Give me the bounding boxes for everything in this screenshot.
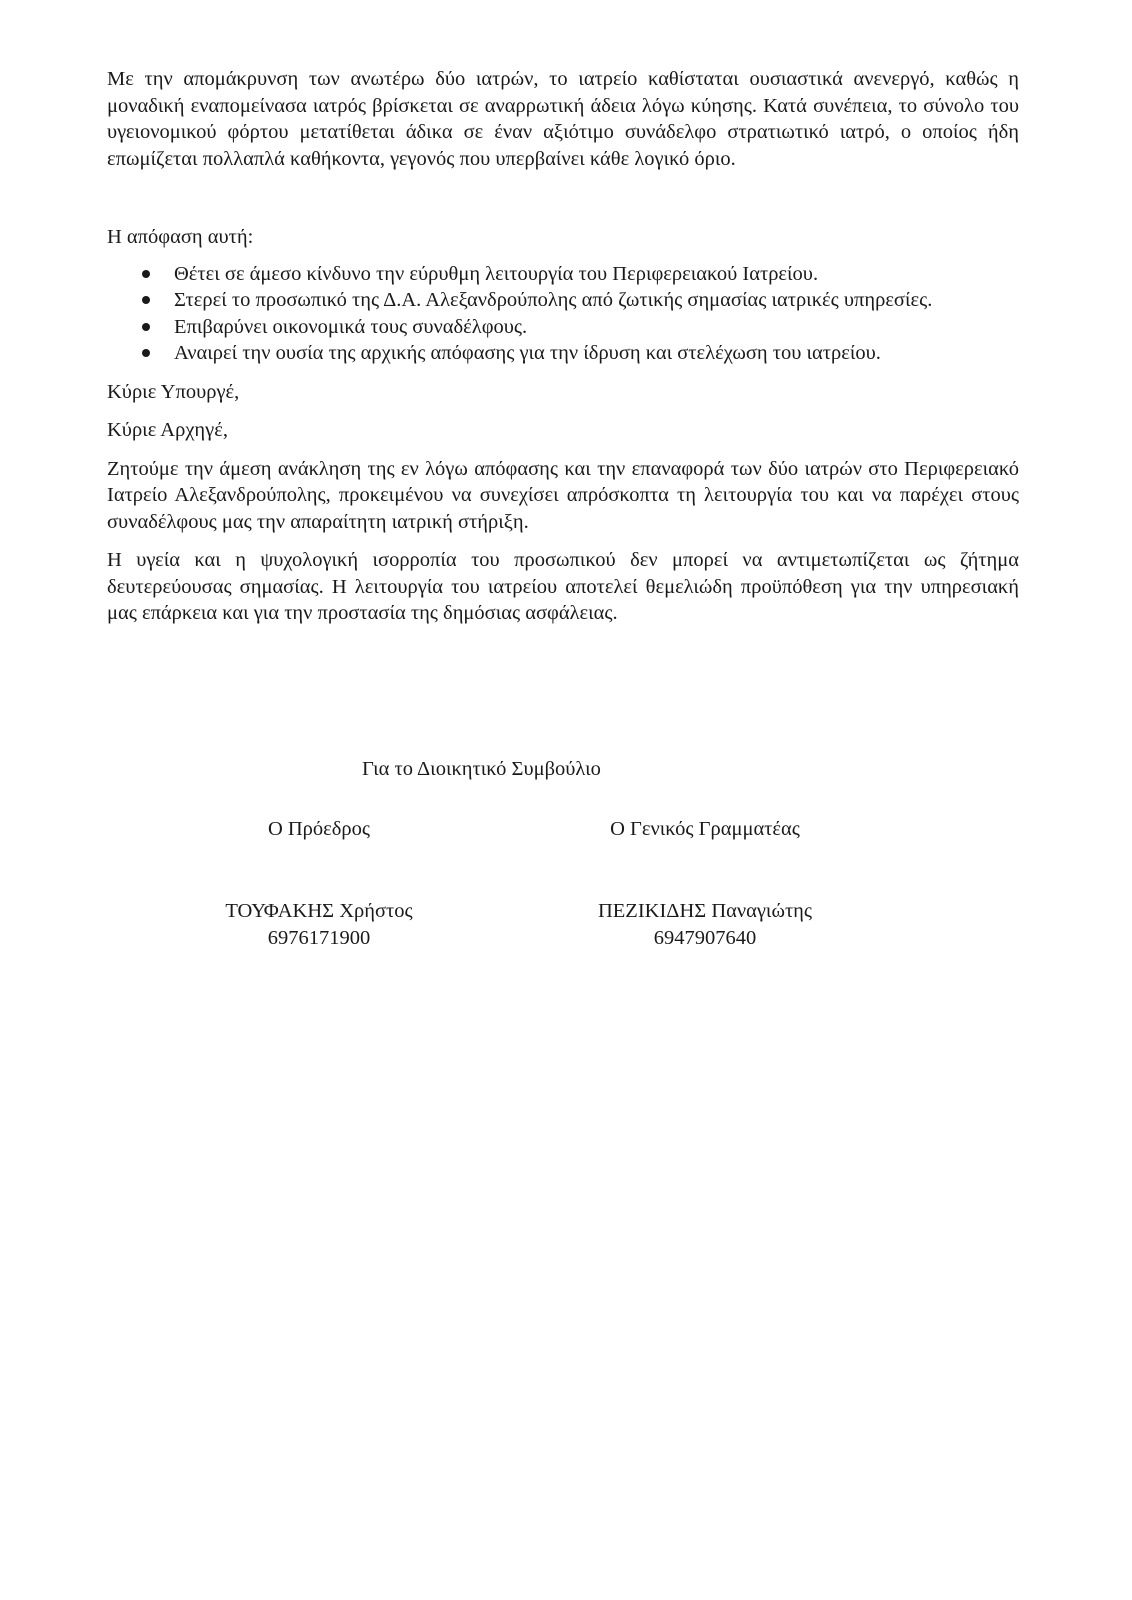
president-phone: 6976171900 [267, 926, 371, 949]
president-name: ΤΟΥΦΑΚΗΣ Χρήστος [225, 900, 413, 922]
president-signature [169, 898, 469, 951]
list-item: Αναιρεί την ουσία της αρχικής απόφασης για την ίδρυση και στελέχωση του ιατρείου. [107, 340, 1019, 367]
salutation-minister: Κύριε Υπουργέ, [107, 380, 240, 403]
salutation-chief: Κύριε Αρχηγέ, [107, 419, 228, 441]
paragraph-request: Ζητούμε την άμεση ανάκληση της εν λόγω απόφασης και την επαναφορά των δύο ιατρών στο Περιφερειακό Ιατρείο Αλεξανδρούπολης, προκειμένου να συνεχίσει απρόσκοπτα τη λειτουργία του και να παρέχει στους συναδέλφους μας την απαραίτητη ιατρική στήριξη. [107, 457, 1019, 533]
decision-consequences-list [107, 261, 1019, 367]
paragraph-doctors-removal: Με την απομάκρυνση των ανωτέρω δύο ιατρών, το ιατρείο καθίσταται ουσιαστικά ανενεργό, καθώς η μοναδική εναπομείνασα ιατρός βρίσκεται σε αναρρωτική άδεια λόγω κύησης. Κατά συνέπεια, το σύνολο του υγειονομικού φόρτου μετατίθεται άδικα σε έναν αξιότιμο συνάδελφο στρατιωτικό ιατρό, ο οποίος ήδη επωμίζεται πολλαπλά καθήκοντα, γεγονός που υπερβαίνει κάθε λογικό όριο. [107, 68, 1019, 170]
paragraph-health: Η υγεία και η ψυχολογική ισορροπία του προσωπικού δεν μπορεί να αντιμετωπίζεται ως ζήτημα δευτερεύουσας σημασίας. Η λειτουργία του ιατρείου αποτελεί θεμελιώδη προϋπόθεση για την υπηρεσιακή μας επάρκεια και για την προστασία της δημόσιας ασφάλειας. [107, 549, 1019, 624]
secretary-name: ΠΕΖΙΚΙΔΗΣ Παναγιώτης [597, 900, 813, 922]
secretary-phone: 6947907640 [653, 926, 757, 949]
board-label: Για το Διοικητικό Συμβούλιο [362, 758, 601, 780]
secretary-signature [555, 898, 855, 951]
list-item: Θέτει σε άμεσο κίνδυνο την εύρυθμη λειτουργία του Περιφερειακού Ιατρείου. [107, 261, 1019, 288]
decision-intro: Η απόφαση αυτή: [107, 226, 254, 248]
list-item: Στερεί το προσωπικό της Δ.Α. Αλεξανδρούπολης από ζωτικής σημασίας ιατρικές υπηρεσίες. [107, 287, 1019, 314]
secretary-role: Ο Γενικός Γραμματέας [610, 818, 800, 840]
document-body [107, 66, 1019, 639]
president-role: Ο Πρόεδρος [267, 818, 371, 840]
list-item: Επιβαρύνει οικονομικά τους συναδέλφους. [107, 314, 1019, 341]
